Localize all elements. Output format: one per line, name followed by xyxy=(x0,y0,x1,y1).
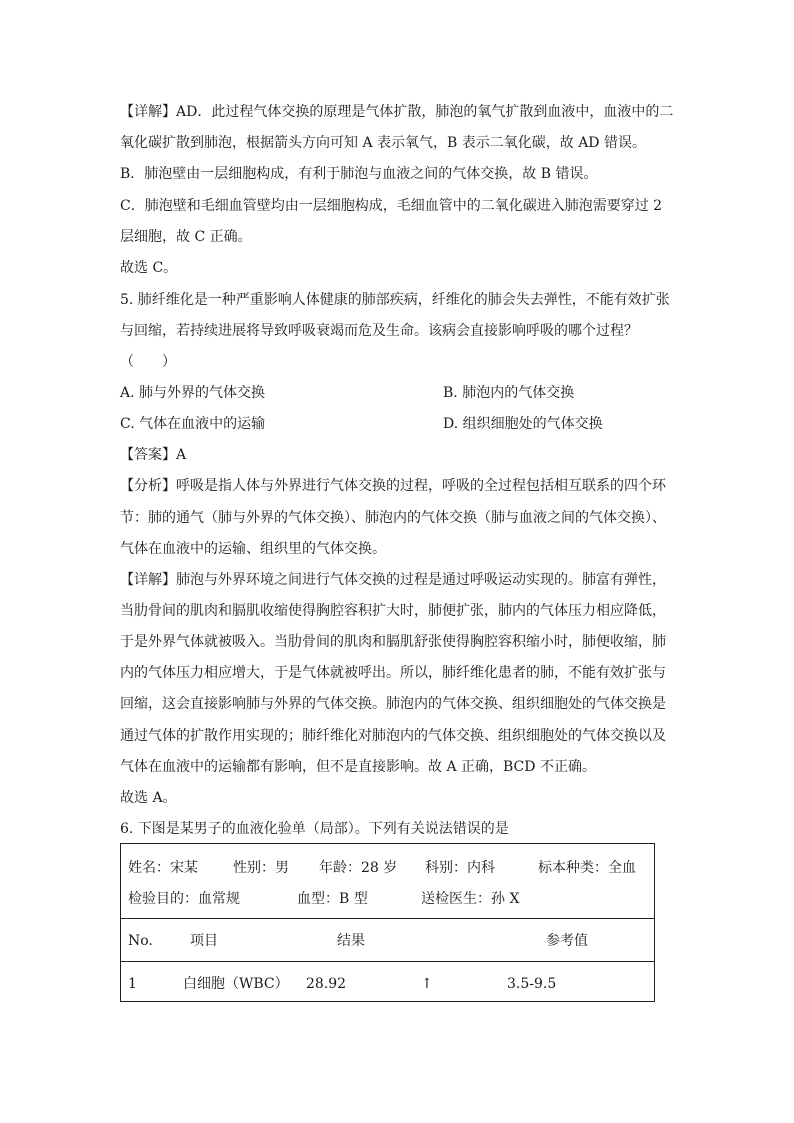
detail-line: B．肺泡壁由一层细胞构成，有利于肺泡与血液之间的气体交换，故 B 错误。 xyxy=(120,166,598,182)
detail-line: 当肋骨间的肌肉和膈肌收缩使得胸腔容积扩大时，肺便扩张，肺内的气体压力相应降低， xyxy=(120,603,666,619)
referring-doctor: 送检医生：孙 X xyxy=(421,891,520,907)
row-reference: 3.5-9.5 xyxy=(507,976,557,992)
column-header-reference: 参考值 xyxy=(546,933,588,949)
patient-name: 姓名：宋某 xyxy=(128,860,198,876)
detail-line: 内的气体压力相应增大，于是气体就被呼出。所以，肺纤维化患者的肺，不能有效扩张与 xyxy=(120,665,666,681)
department: 科别：内科 xyxy=(425,860,495,876)
option-a: A. 肺与外界的气体交换 xyxy=(120,385,266,401)
table-divider xyxy=(121,961,654,962)
detail-line: 气体在血液中的运输都有影响，但不是直接影响。故 A 正确，BCD 不正确。 xyxy=(120,759,596,775)
answer-blank: （ ） xyxy=(120,354,176,370)
detail-line: 氧化碳扩散到肺泡，根据箭头方向可知 A 表示氧气，B 表示二氧化碳，故 AD 错误。 xyxy=(120,135,646,151)
detail-line: 回缩，这会直接影响肺与外界的气体交换。肺泡内的气体交换、组织细胞处的气体交换是 xyxy=(120,696,666,712)
blood-type: 血型：B 型 xyxy=(297,891,368,907)
column-header-result: 结果 xyxy=(337,933,365,949)
analysis-line: 【分析】呼吸是指人体与外界进行气体交换的过程，呼吸的全过程包括相互联系的四个环 xyxy=(120,478,666,494)
specimen-type: 标本种类：全血 xyxy=(538,860,636,876)
row-item: 白细胞（WBC） xyxy=(183,976,289,992)
patient-age: 年龄：28 岁 xyxy=(319,860,398,876)
answer-line: 【答案】A xyxy=(120,447,187,463)
conclusion-line: 故选 A。 xyxy=(120,790,177,806)
question-5-stem: 与回缩，若持续进展将导致呼吸衰竭而危及生命。该病会直接影响呼吸的哪个过程？ xyxy=(120,323,638,339)
detail-line: C．肺泡壁和毛细血管壁均由一层细胞构成，毛细血管中的二氧化碳进入肺泡需要穿过 2 xyxy=(120,198,663,214)
detail-line: 通过气体的扩散作用实现的；肺纤维化对肺泡内的气体交换、组织细胞处的气体交换以及 xyxy=(120,728,666,744)
analysis-line: 节：肺的通气（肺与外界的气体交换）、肺泡内的气体交换（肺与血液之间的气体交换）、 xyxy=(120,510,666,526)
row-number: 1 xyxy=(128,976,137,992)
blood-test-report xyxy=(120,843,655,1002)
patient-sex: 性别：男 xyxy=(233,860,289,876)
test-purpose: 检验目的：血常规 xyxy=(128,891,240,907)
table-divider xyxy=(121,918,654,919)
option-c: C. 气体在血液中的运输 xyxy=(120,416,266,432)
question-6-stem: 6. 下图是某男子的血液化验单（局部）。下列有关说法错误的是 xyxy=(120,821,509,837)
row-result: 28.92 xyxy=(306,976,347,992)
conclusion-line: 故选 C。 xyxy=(120,260,178,276)
analysis-line: 气体在血液中的运输、组织里的气体交换。 xyxy=(120,541,386,557)
up-arrow-icon: ↑ xyxy=(421,976,433,992)
detail-line: 层细胞，故 C 正确。 xyxy=(120,229,252,245)
detail-line: 【详解】肺泡与外界环境之间进行气体交换的过程是通过呼吸运动实现的。肺富有弹性， xyxy=(120,572,666,588)
column-header-item: 项目 xyxy=(190,933,218,949)
column-header-no: No. xyxy=(128,933,153,949)
detail-line: 【详解】AD．此过程气体交换的原理是气体扩散，肺泡的氧气扩散到血液中，血液中的二 xyxy=(120,104,674,120)
detail-line: 于是外界气体就被吸入。当肋骨间的肌肉和膈肌舒张使得胸腔容积缩小时，肺便收缩，肺 xyxy=(120,634,666,650)
option-b: B. 肺泡内的气体交换 xyxy=(443,385,575,401)
option-d: D. 组织细胞处的气体交换 xyxy=(443,416,603,432)
question-5-stem: 5. 肺纤维化是一种严重影响人体健康的肺部疾病，纤维化的肺会失去弹性，不能有效扩张 xyxy=(120,292,670,308)
